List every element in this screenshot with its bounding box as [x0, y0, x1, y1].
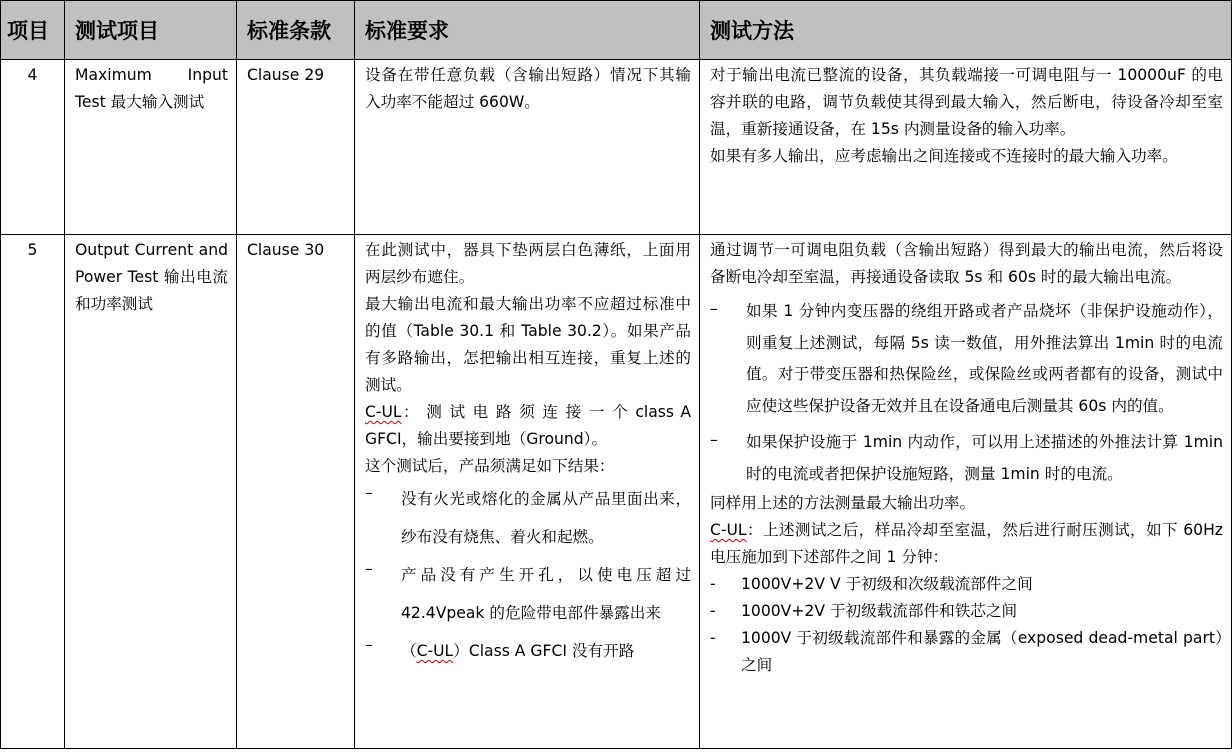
list-item — [710, 598, 1223, 625]
header-method: 测试方法 — [700, 1, 1232, 60]
test-method — [700, 235, 1232, 749]
dash-bullet: – — [710, 300, 718, 318]
list-item-text: 1000V+2V 于初级载流部件和铁芯之间 — [741, 602, 1018, 620]
list-item — [365, 480, 691, 556]
list-item — [365, 556, 691, 632]
requirement-text: 设备在带任意负载（含输出短路）情况下其输入功率不能超过 660W。 — [365, 66, 691, 111]
list-item — [710, 427, 1223, 490]
item-number: 4 — [1, 60, 65, 235]
list-item — [710, 296, 1223, 422]
list-item-text: 1000V+2V V 于初级和次级载流部件之间 — [741, 575, 1033, 593]
list-item-text: 如果 1 分钟内变压器的绕组开路或者产品烧坏（非保护设施动作），则重复上述测试，每隔 5s 读一数值，用外推法算出 1min 时的电流值。对于带变压器和热保险丝，或保险丝或两者都有的设备，测试中应使这些保护设备无效并且在设备通电后测量其 60s 内的值。 — [746, 302, 1223, 415]
dash-bullet: - — [710, 629, 716, 647]
method-text: 对于输出电流已整流的设备，其负载端接一可调电阻与一 10000uF 的电容并联的电路，调节负载使其得到最大输入，然后断电，待设备冷却至室温，重新接通设备，在 15s 内测量设备的输入功率。 — [710, 66, 1223, 138]
dash-bullet: - — [710, 602, 716, 620]
table-row — [1, 235, 1232, 749]
list-item-text: （C-UL）Class A GFCI 没有开路 — [401, 642, 635, 660]
requirement-text: 最大输出电流和最大输出功率不应超过标准中的值（Table 30.1 和 Table 30.2）。如果产品有多路输出，怎把输出相互连接，重复上述的测试。 — [365, 295, 691, 394]
item-number: 5 — [1, 235, 65, 749]
list-item — [365, 632, 691, 670]
header-item-no: 项目 — [1, 1, 65, 60]
cul-label: C-UL — [710, 521, 747, 539]
list-item-text: 没有火光或熔化的金属从产品里面出来，纱布没有烧焦、着火和起燃。 — [401, 490, 691, 546]
table-row — [1, 60, 1232, 235]
requirement — [355, 235, 700, 749]
dash-bullet: – — [365, 636, 373, 654]
cul-label: C-UL — [365, 403, 402, 421]
cul-label: C-UL — [416, 642, 454, 660]
list-item-text: 1000V 于初级载流部件和暴露的金属（exposed dead-metal part）之间 — [741, 629, 1223, 674]
requirement — [355, 60, 700, 235]
requirement-text: 在此测试中，器具下垫两层白色薄纸，上面用两层纱布遮住。 — [365, 241, 691, 286]
header-row — [1, 1, 1232, 60]
list-item-text: 如果保护设施于 1min 内动作，可以用上述描述的外推法计算 1min 时的电流或者把保护设施短路，测量 1min 时的电流。 — [746, 433, 1223, 483]
cul-text: ：上述测试之后，样品冷却至室温，然后进行耐压测试，如下 60Hz 电压施加到下述部件之间 1 分钟： — [710, 521, 1223, 566]
method-cul — [710, 517, 1223, 571]
header-test-item: 测试项目 — [65, 1, 237, 60]
method-text: 同样用上述的方法测量最大输出功率。 — [710, 494, 976, 512]
method-text: 如果有多人输出，应考虑输出之间连接或不连接时的最大输入功率。 — [710, 147, 1178, 165]
clause: Clause 30 — [237, 235, 355, 749]
requirement-cul — [365, 399, 691, 453]
header-requirement: 标准要求 — [355, 1, 700, 60]
list-item — [710, 625, 1223, 679]
list-item-text: 产品没有产生开孔，以使电压超过 42.4Vpeak 的危险带电部件暴露出来 — [401, 566, 691, 622]
dash-bullet: – — [365, 484, 373, 502]
requirement-text: 这个测试后，产品须满足如下结果： — [365, 457, 615, 475]
clause: Clause 29 — [237, 60, 355, 235]
cul-text: ： 测 试 电 路 须 连 接 一 个 class A GFCI，输出要接到地（Ground）。 — [365, 403, 691, 448]
test-method — [700, 60, 1232, 235]
method-text: 通过调节一可调电阻负载（含输出短路）得到最大的输出电流，然后将设备断电冷却至室温，再接通设备读取 5s 和 60s 时的最大输出电流。 — [710, 241, 1223, 286]
test-item-name: Output Current and Power Test 输出电流和功率测试 — [65, 235, 237, 749]
test-item-name: Maximum Input Test 最大输入测试 — [65, 60, 237, 235]
dash-bullet: – — [365, 560, 373, 578]
dash-bullet: – — [710, 431, 718, 449]
list-item — [710, 571, 1223, 598]
header-clause: 标准条款 — [237, 1, 355, 60]
dash-bullet: - — [710, 575, 716, 593]
